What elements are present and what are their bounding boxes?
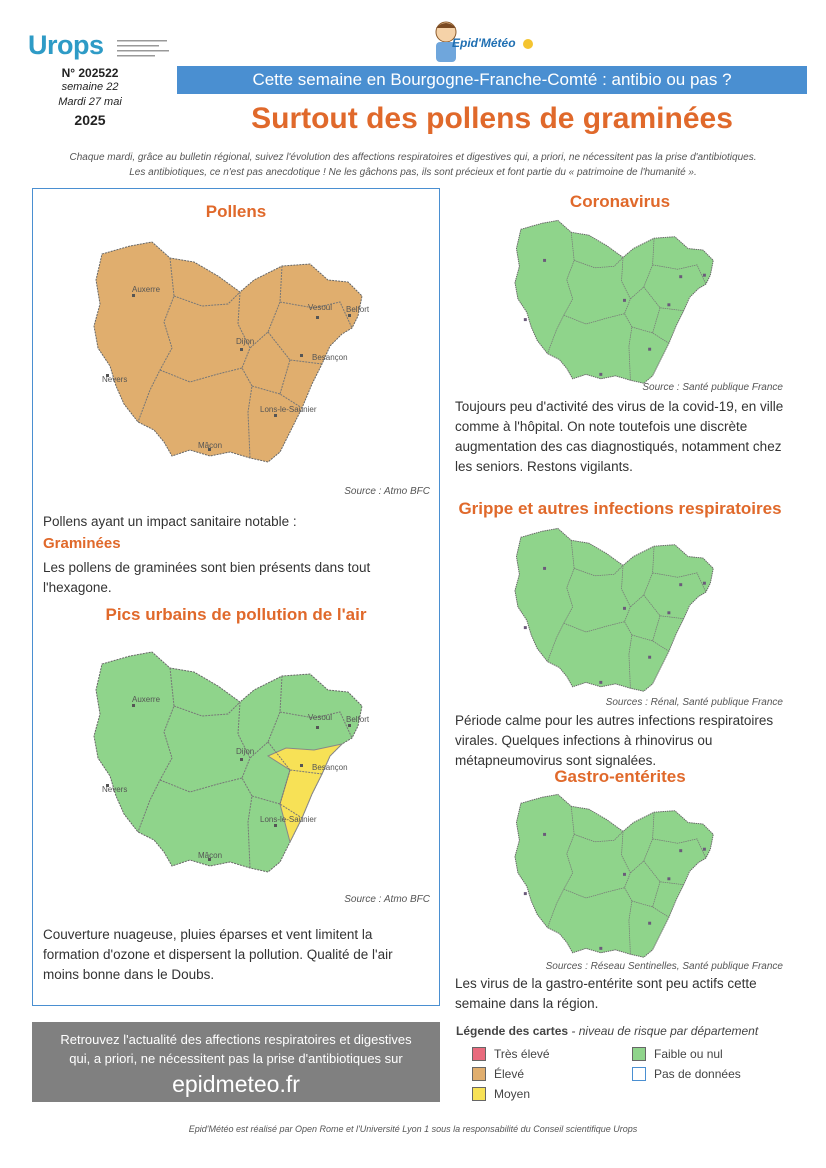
gastro-title: Gastro-entérites bbox=[554, 767, 686, 786]
legend-item-tres-eleve bbox=[472, 1047, 550, 1061]
pollens-subtitle: Graminées bbox=[43, 535, 121, 552]
map-label-nevers-2: Nevers bbox=[102, 785, 128, 794]
legend-swatch-orange-icon bbox=[472, 1067, 486, 1081]
corona-text: Toujours peu d'activité des virus de la covid-19, en ville comme à l'hôpital. On note toutefois une discrète augmentation des cas diagnostiqués, notamment chez les seniors. Restons vigilants. bbox=[455, 399, 784, 474]
grippe-title: Grippe et autres infections respiratoires bbox=[458, 499, 782, 518]
legend-title-bold: Légende des cartes bbox=[456, 1024, 569, 1038]
legend-swatch-yellow-icon bbox=[472, 1087, 486, 1101]
pollution-text: Couverture nuageuse, pluies éparses et vent limitent la formation d'ozone et dispersent la pollution. Qualité de l'air moins bonne dans le Doubs. bbox=[43, 927, 393, 982]
issue-year: 2025 bbox=[74, 112, 106, 128]
map-label-dijon: Dijon bbox=[236, 337, 255, 346]
map-label-belfort: Belfort bbox=[346, 305, 370, 314]
urops-logo-tagline-graphic bbox=[117, 38, 172, 59]
map-label-lons-2: Lons-le-Saunier bbox=[260, 815, 317, 824]
intro-text bbox=[20, 150, 806, 180]
issue-info bbox=[40, 66, 140, 128]
legend-label: Moyen bbox=[494, 1087, 531, 1101]
pollens-map bbox=[82, 232, 382, 472]
map-label-vesoul-2: Vesoul bbox=[308, 713, 333, 722]
gastro-region-fill bbox=[515, 794, 713, 957]
map-label-besancon-2: Besançon bbox=[312, 763, 348, 772]
sun-icon bbox=[523, 39, 533, 49]
pollution-title: Pics urbains de pollution de l'air bbox=[105, 605, 367, 624]
footer-site-link[interactable]: epidmeteo.fr bbox=[172, 1071, 300, 1097]
footer-text-line-2: qui, a priori, ne nécessitent pas la prise d'antibiotiques sur bbox=[69, 1051, 403, 1066]
page-title: Surtout des pollens de graminées bbox=[251, 102, 733, 135]
legend-item-no-data bbox=[632, 1067, 741, 1081]
legend-label: Élevé bbox=[494, 1067, 525, 1081]
intro-line-2: Les antibiotiques, ce n'est pas anecdotique ! Ne les gâchons pas, ils sont précieux et font partie du « patrimoine de l'humanité ». bbox=[129, 167, 697, 178]
map-label-macon: Mâcon bbox=[198, 441, 223, 450]
corona-title: Coronavirus bbox=[569, 192, 671, 211]
intro-line-1: Chaque mardi, grâce au bulletin régional, suivez l'évolution des affections respiratoires et digestives qui, a priori, ne nécessitent pas la prise d'antibiotiques. bbox=[69, 152, 757, 163]
pollution-map bbox=[82, 642, 382, 882]
legend-item-faible bbox=[632, 1047, 723, 1061]
grippe-text: Période calme pour les autres infections respiratoires virales. Quelques infections à rhinovirus ou métapneumovirus sont signalées. bbox=[455, 713, 774, 768]
map-label-belfort-2: Belfort bbox=[346, 715, 370, 724]
pollens-text: Les pollens de graminées sont bien présents dans tout l'hexagone. bbox=[43, 560, 371, 595]
pollens-region-fill bbox=[94, 242, 362, 462]
gastro-map bbox=[510, 788, 730, 958]
issue-number: N° 202522 bbox=[61, 66, 119, 80]
pollens-title: Pollens bbox=[205, 202, 267, 221]
legend-item-moyen bbox=[472, 1087, 530, 1101]
corona-region-fill bbox=[515, 220, 713, 383]
epid-meteo-logo-text: Epid'Météo bbox=[452, 36, 516, 50]
pollution-source: Source : Atmo BFC bbox=[344, 894, 430, 905]
legend-swatch-white-icon bbox=[632, 1067, 646, 1081]
map-label-dijon-2: Dijon bbox=[236, 747, 255, 756]
legend-title-italic: - niveau de risque par département bbox=[568, 1024, 759, 1038]
issue-date: Mardi 27 mai bbox=[58, 96, 122, 108]
map-label-vesoul: Vesoul bbox=[308, 303, 333, 312]
corona-source: Source : Santé publique France bbox=[642, 382, 783, 393]
map-label-lons: Lons-le-Saunier bbox=[260, 405, 317, 414]
map-label-besancon: Besançon bbox=[312, 353, 348, 362]
gastro-text: Les virus de la gastro-entérite sont peu actifs cette semaine dans la région. bbox=[455, 976, 757, 1011]
region-banner: Cette semaine en Bourgogne-Franche-Comté : antibio ou pas ? bbox=[177, 66, 807, 94]
grippe-source: Sources : Rénal, Santé publique France bbox=[605, 697, 783, 708]
legend-label: Très élevé bbox=[494, 1047, 550, 1061]
issue-week: semaine 22 bbox=[61, 81, 119, 93]
map-label-auxerre-2: Auxerre bbox=[132, 695, 161, 704]
map-label-macon-2: Mâcon bbox=[198, 851, 223, 860]
urops-logo: Urops bbox=[28, 30, 104, 60]
legend-item-eleve bbox=[472, 1067, 524, 1081]
footer-text-line-1: Retrouvez l'actualité des affections respiratoires et digestives bbox=[60, 1032, 412, 1047]
grippe-region-fill bbox=[515, 528, 713, 691]
grippe-map bbox=[510, 522, 730, 692]
gastro-source: Sources : Réseau Sentinelles, Santé publique France bbox=[545, 961, 783, 972]
corona-map bbox=[510, 214, 730, 384]
credit-line: Epid'Météo est réalisé par Open Rome et l'Université Lyon 1 sous la responsabilité du Conseil scientifique Urops bbox=[188, 1124, 638, 1134]
legend-swatch-red-icon bbox=[472, 1047, 486, 1061]
footer-promo bbox=[32, 1022, 440, 1102]
legend-label: Faible ou nul bbox=[654, 1047, 723, 1061]
pollens-intro: Pollens ayant un impact sanitaire notable : bbox=[43, 514, 297, 529]
map-label-nevers: Nevers bbox=[102, 375, 128, 384]
pollens-source: Source : Atmo BFC bbox=[344, 486, 430, 497]
map-label-auxerre: Auxerre bbox=[132, 285, 161, 294]
legend-title bbox=[456, 1024, 758, 1038]
legend-swatch-green-icon bbox=[632, 1047, 646, 1061]
legend-label: Pas de données bbox=[654, 1067, 741, 1081]
